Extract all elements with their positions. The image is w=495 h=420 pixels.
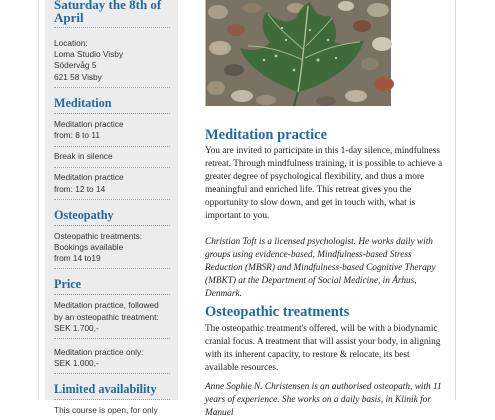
- divider: [54, 199, 170, 200]
- schedule-title: Meditation practice: [54, 118, 124, 129]
- osteopathy-line: Bookings available: [54, 242, 124, 253]
- meditation-practice-heading: Meditation practice: [205, 127, 328, 143]
- price-line: SEK 1.700,-: [54, 322, 99, 333]
- schedule-title: Break in silence: [54, 151, 113, 162]
- location-line: Loma Studio Visby: [54, 49, 124, 60]
- divider: [54, 146, 170, 147]
- price-line: Meditation practice, followed: [54, 300, 159, 311]
- event-date: Saturday the 8th of April: [54, 0, 162, 25]
- divider: [54, 87, 170, 88]
- meditation-block: [54, 119, 170, 141]
- price-block: [54, 347, 170, 369]
- meditation-heading: Meditation: [54, 96, 170, 114]
- osteopathic-description: The osteopathic treatment's offered, will be with a biodynamic cranial focus. A treatment that will assist your body, in aligning with its inherent capacity, to restore & relocate, its best available resources.: [205, 324, 441, 373]
- location-block: [54, 38, 170, 83]
- divider: [54, 268, 170, 269]
- divider: [54, 338, 170, 339]
- osteopath-bio: Anne Sophie N. Christensen is an authorised osteopath, with 11 years of experience. She works on a daily basis, in Klinik for Manuel: [205, 382, 442, 418]
- psychologist-bio: Christian Toft is a licensed psychologist. He works daily with groups using evidence-based, Mindfulness-based Stress Reduction (MBSR) and Mindfulness-based Cognitive Therapy (MBKT) at the Department of Social Medicine, in Århus, Denmark.: [205, 237, 436, 299]
- meditation-description: You are invited to participate in this 1-day silence, mindfulness retreat. Through mindfulness training, it is possible to achieve a greater degree of psychological flexibility, and thus a more meaningful and enriched life. This retreat gives you the opportunity to slow down, and get in touch with, what is important to you.: [205, 146, 443, 221]
- sidebar: [45, 0, 178, 416]
- schedule-title: Meditation practice: [54, 172, 124, 183]
- price-line: SEK 1.000,-: [54, 358, 99, 369]
- price-heading: Price: [54, 277, 170, 295]
- price-block: [54, 300, 170, 334]
- meditation-block: [54, 172, 170, 194]
- break-block: [54, 151, 170, 162]
- divider: [54, 373, 170, 374]
- osteopathy-block: [54, 231, 170, 265]
- osteopathy-line: from 14 to19: [54, 253, 101, 264]
- schedule-detail: from: 12 to 14: [54, 183, 106, 194]
- photo-illustration: [206, 0, 391, 106]
- schedule-detail: from: 8 to 11: [54, 130, 100, 141]
- availability-heading: Limited availability: [54, 382, 170, 400]
- price-line: by an osteopathic treatment:: [54, 311, 159, 322]
- location-label: Location:: [54, 38, 88, 48]
- divider: [54, 167, 170, 168]
- osteopathy-heading: Osteopathy: [54, 208, 170, 226]
- availability-line: This course is open, for only: [54, 405, 158, 416]
- osteopathic-treatments-heading: Osteopathic treatments: [205, 304, 350, 320]
- osteopathy-line: Osteopathic treatments:: [54, 230, 143, 241]
- divider: [54, 27, 170, 28]
- location-line: Södervåg 5: [54, 60, 97, 71]
- location-line: 621 58 Visby: [54, 71, 102, 82]
- main-content: [205, 0, 448, 418]
- price-line: Meditation practice only:: [54, 347, 144, 358]
- leaf-on-pebbles-photo: [205, 0, 390, 106]
